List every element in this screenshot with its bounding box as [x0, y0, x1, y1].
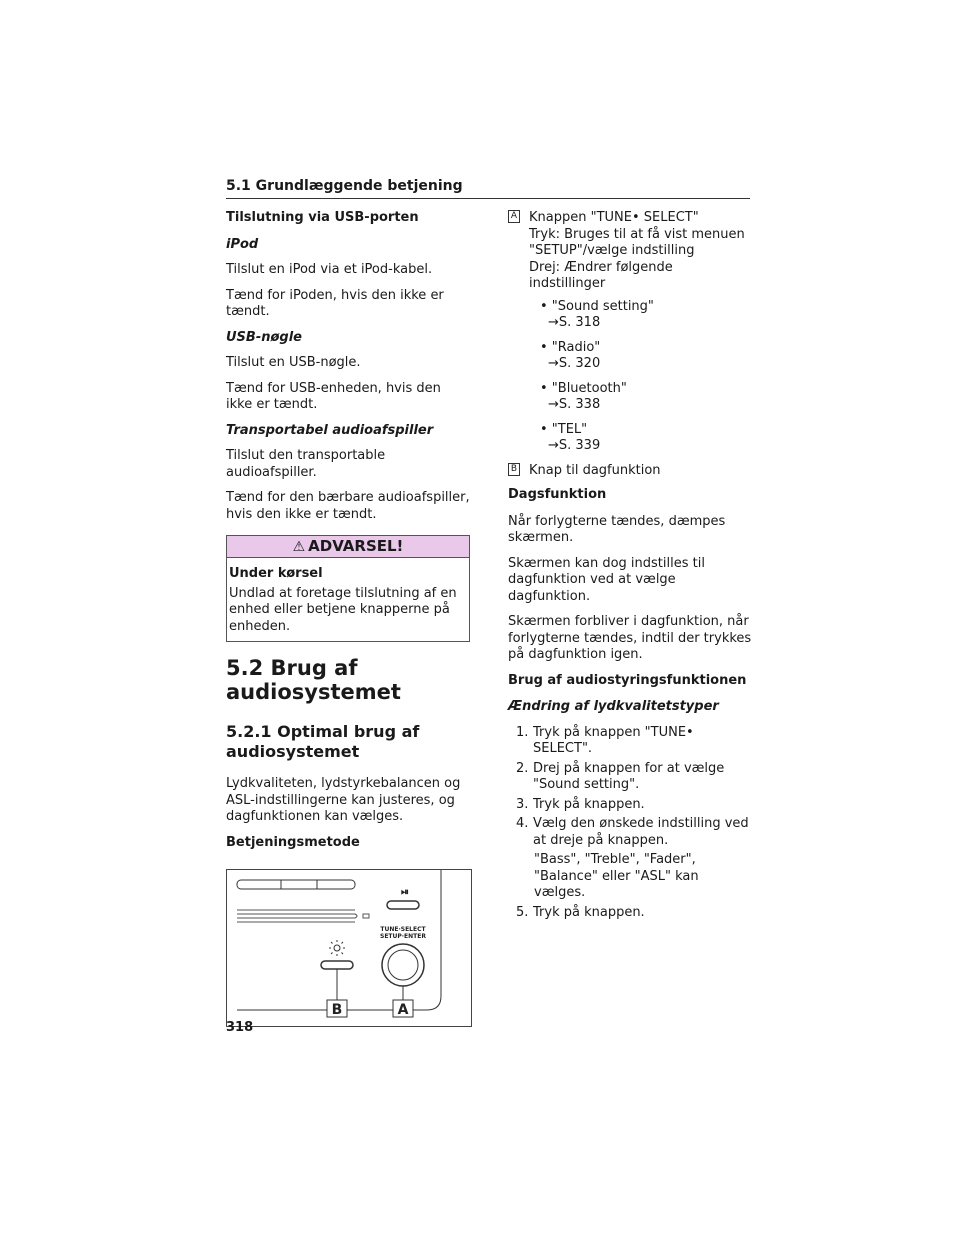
item-b-text: Knap til dagfunktion [529, 462, 661, 478]
day-p1: Når forlygterne tændes, dæmpes skærmen. [508, 513, 726, 545]
list-item [516, 905, 752, 922]
page-number: 318 [226, 1020, 254, 1035]
warning-body [227, 558, 469, 641]
step-text: Tryk på knappen "TUNE• SELECT". [533, 724, 694, 756]
steps-list [508, 725, 752, 922]
step-number: 1. [516, 724, 529, 740]
subsection-heading: 5.2.1 Optimal brug af audiosystemet [226, 722, 420, 761]
step4-sub: "Bass", "Treble", "Fader", "Balance" eller "ASL" kan vælges. [534, 852, 699, 900]
quality-title: Ændring af lydkvalitetstyper [508, 699, 719, 714]
item-a-line2: Tryk: Bruges til at få vist menuen "SETUP"/vælge indstilling [529, 226, 745, 258]
list-item [540, 299, 752, 332]
list-item [516, 725, 752, 758]
usbkey-p1: Tilslut en USB-nøgle. [226, 355, 361, 370]
control-panel-illustration [227, 870, 471, 1026]
step-number: 4. [516, 816, 529, 831]
usbkey-title: USB-nøgle [226, 329, 302, 345]
item-a [508, 210, 752, 293]
left-column [226, 210, 470, 1027]
list-item [540, 422, 752, 455]
ipod-p2: Tænd for iPoden, hvis den ikke er tændt. [226, 287, 444, 319]
list-item [516, 816, 752, 849]
usb-title: Tilslutning via USB-porten [226, 210, 419, 225]
step-text: Tryk på knappen. [533, 904, 645, 920]
warning-box [226, 535, 470, 642]
figure-label-b: B [331, 1002, 343, 1018]
portable-p1: Tilslut den transportable audioafspiller. [226, 448, 386, 480]
knob-label-2: SETUP·ENTER [380, 933, 426, 940]
day-p2: Skærmen kan dog indstilles til dagfunktion ved at vælge dagfunktion. [508, 555, 705, 604]
portable-title: Transportabel audioafspiller [226, 422, 434, 438]
control-panel-figure [226, 869, 472, 1027]
intro-text: Lydkvaliteten, lydstyrkebalancen og ASL-indstillingerne kan justeres, og dagfunktionen kan vælges. [226, 776, 461, 824]
list-item-ref: →S. 339 [548, 438, 601, 453]
step-text: Drej på knappen for at vælge "Sound setting". [533, 760, 725, 792]
list-item-ref: →S. 318 [548, 315, 601, 330]
step-number: 5. [516, 904, 529, 920]
play-pause-icon: ⏯ [401, 887, 409, 898]
ipod-p1: Tilslut en iPod via et iPod-kabel. [226, 262, 433, 277]
warning-subtitle: Under kørsel [229, 566, 323, 581]
item-a-line1: Knappen "TUNE• SELECT" [529, 210, 699, 225]
usbkey-p2: Tænd for USB-enheden, hvis den ikke er tændt. [226, 380, 441, 412]
list-item-name: • "Bluetooth" [540, 380, 627, 396]
list-item-name: • "Sound setting" [540, 298, 654, 314]
warning-header [227, 536, 469, 558]
list-item [516, 761, 752, 794]
chapter-heading: 5.2 Brug af audiosystemet [226, 656, 401, 704]
settings-list [528, 299, 752, 455]
figure-label-a: A [397, 1002, 409, 1018]
list-item-name: • "Radio" [540, 339, 601, 355]
step-number: 3. [516, 796, 529, 812]
list-item-ref: →S. 320 [548, 356, 601, 371]
day-p3: Skærmen forbliver i dagfunktion, når forlygterne tændes, indtil der trykkes på dagfunktion igen. [508, 614, 752, 662]
item-b-label: B [508, 463, 520, 476]
sun-icon [329, 940, 345, 956]
list-item-ref: →S. 338 [548, 397, 601, 412]
method-title: Betjeningsmetode [226, 834, 360, 850]
item-a-line3: Drej: Ændrer følgende indstillinger [529, 259, 673, 291]
step-text: Tryk på knappen. [533, 796, 645, 812]
step-text: Vælg den ønskede indstilling ved at dreje på knappen. [533, 816, 749, 848]
knob-label-1: TUNE·SELECT [380, 926, 426, 933]
list-item [540, 381, 752, 414]
list-item [540, 340, 752, 373]
item-b [508, 463, 752, 480]
audio-title: Brug af audiostyringsfunktionen [508, 672, 747, 688]
item-a-label: A [508, 210, 520, 223]
section-header: 5.1 Grundlæggende betjening [226, 178, 750, 199]
right-column [508, 210, 752, 924]
warning-title: ADVARSEL! [308, 537, 404, 555]
day-title: Dagsfunktion [508, 487, 607, 502]
list-item [516, 797, 752, 814]
step-number: 2. [516, 760, 529, 776]
portable-p2: Tænd for den bærbare audioafspiller, hvis den ikke er tændt. [226, 490, 470, 522]
list-item-name: • "TEL" [540, 421, 588, 437]
warning-text: Undlad at foretage tilslutning af en enhed eller betjene knapperne på enheden. [229, 585, 457, 634]
ipod-title: iPod [226, 236, 259, 252]
warning-icon: ⚠ [292, 539, 306, 555]
